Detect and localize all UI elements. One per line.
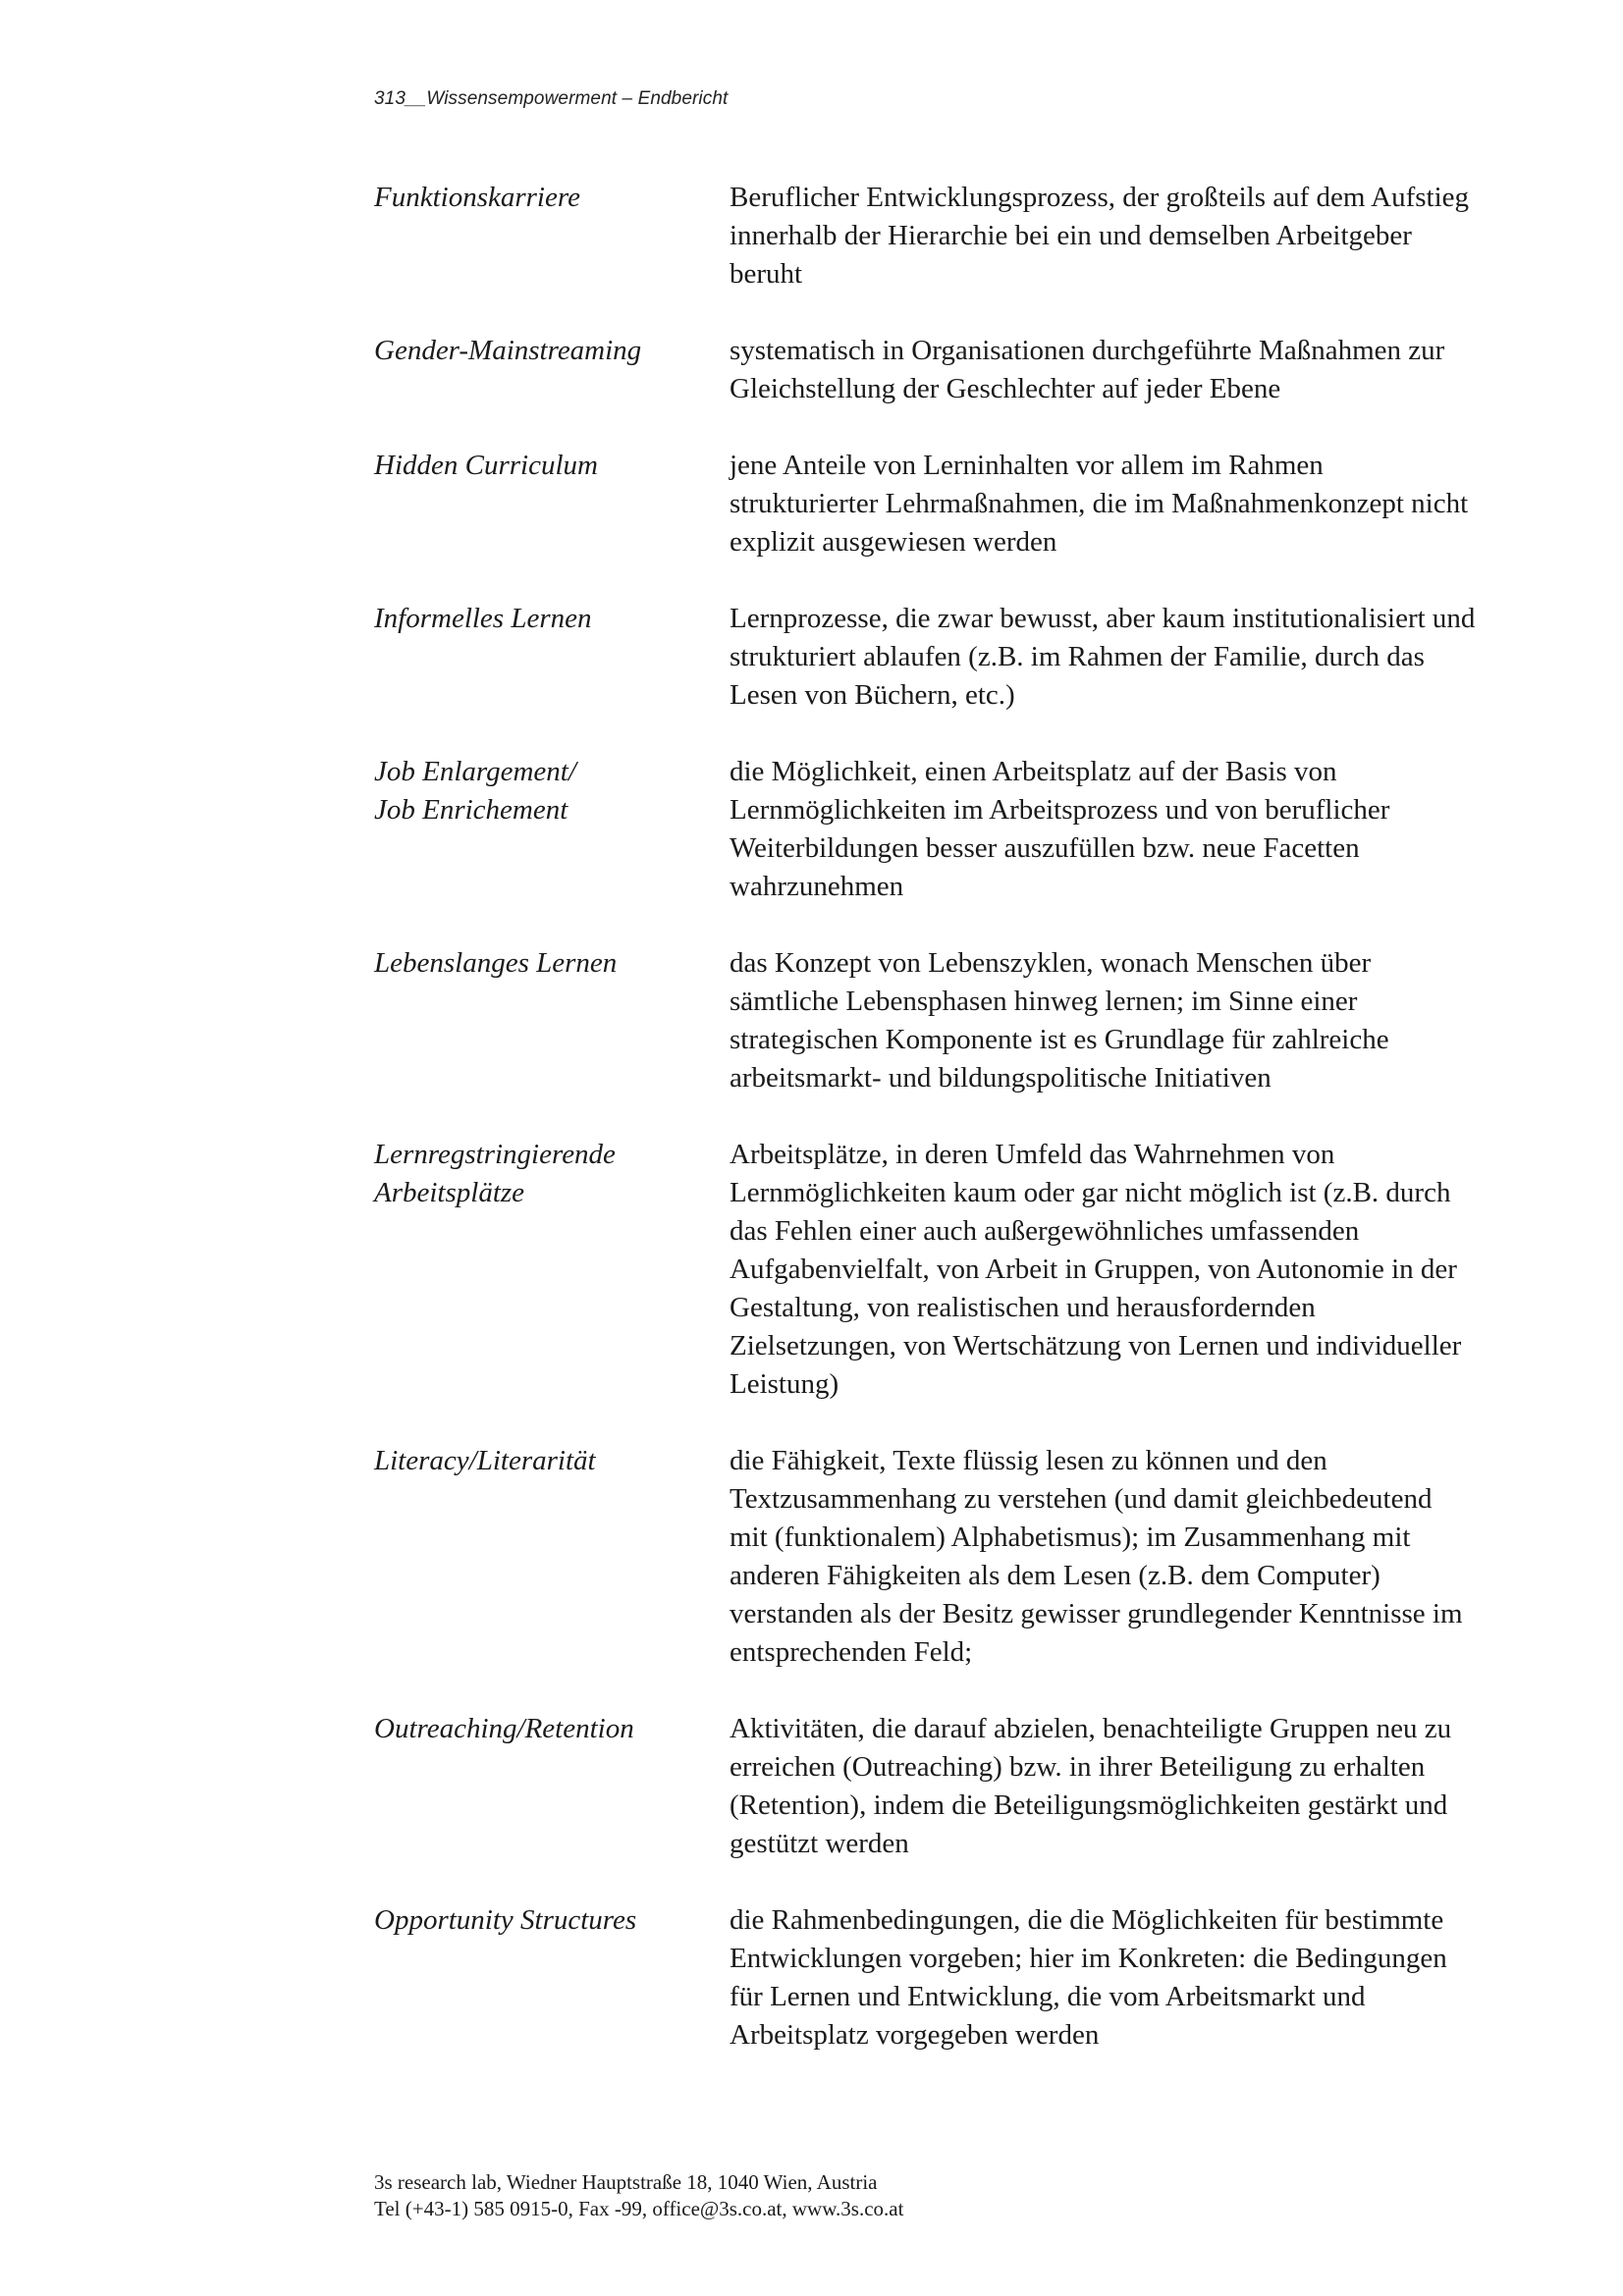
glossary-term: Lebenslanges Lernen <box>374 947 618 979</box>
glossary-entry <box>374 1442 1493 1672</box>
glossary-term: Informelles Lernen <box>374 603 592 634</box>
glossary-definition: jene Anteile von Lerninhalten vor allem im Rahmen strukturierter Lehrmaßnahmen, die im Maßnahmenkonzept nicht explizit ausgewiesen werden <box>730 450 1469 558</box>
glossary-term: Gender-Mainstreaming <box>374 335 642 366</box>
glossary-entry <box>374 332 1493 408</box>
glossary-definition: die Möglichkeit, einen Arbeitsplatz auf der Basis von Lernmöglichkeiten im Arbeitsprozess und von beruflicher Weiterbildungen besser auszufüllen bzw. neue Facetten wahrzunehmen <box>730 756 1390 902</box>
glossary-entry <box>374 1901 1493 2055</box>
glossary-definition: Arbeitsplätze, in deren Umfeld das Wahrnehmen von Lernmöglichkeiten kaum oder gar nicht möglich ist (z.B. durch das Fehlen einer auch außergewöhnliches umfassenden Aufgabenvielfalt, von Arbeit in Gruppen, von Autonomie in der Gestaltung, von realistischen und herausfordernden Zielsetzungen, von Wertschätzung von Lernen und individueller Leistung) <box>730 1139 1462 1400</box>
glossary-entry <box>374 1710 1493 1863</box>
glossary-term: Outreaching/Retention <box>374 1713 634 1744</box>
glossary-definition: systematisch in Organisationen durchgeführte Maßnahmen zur Gleichstellung der Geschlechter auf jeder Ebene <box>730 335 1445 404</box>
glossary-definition: die Rahmenbedingungen, die die Möglichkeiten für bestimmte Entwicklungen vorgeben; hier im Konkreten: die Bedingungen für Lernen und Entwicklung, die vom Arbeitsmarkt und Arbeitsplatz vorgegeben werden <box>730 1904 1447 2051</box>
glossary-entry <box>374 753 1493 906</box>
glossary-entry <box>374 179 1493 294</box>
glossary-term: Hidden Curriculum <box>374 450 598 481</box>
glossary-entry <box>374 600 1493 715</box>
glossary-entry <box>374 944 1493 1097</box>
footer-address: 3s research lab, Wiedner Hauptstraße 18, 1040 Wien, Austria <box>374 2170 878 2194</box>
page-header: 313__Wissensempowerment – Endbericht <box>374 88 729 109</box>
page-footer <box>374 2169 903 2222</box>
glossary-term: Literacy/Literarität <box>374 1445 596 1476</box>
glossary-term: Job Enlargement/ Job Enrichement <box>374 756 576 826</box>
glossary-term: Lernregstringierende Arbeitsplätze <box>374 1139 616 1208</box>
glossary-definition: Beruflicher Entwicklungsprozess, der großteils auf dem Aufstieg innerhalb der Hierarchie bei ein und demselben Arbeitgeber beruht <box>730 182 1469 290</box>
glossary-term: Funktionskarriere <box>374 182 580 213</box>
glossary-definition: Lernprozesse, die zwar bewusst, aber kaum institutionalisiert und strukturiert ablaufen (z.B. im Rahmen der Familie, durch das Lesen von Büchern, etc.) <box>730 603 1476 711</box>
glossary-entry <box>374 1136 1493 1404</box>
glossary-term: Opportunity Structures <box>374 1904 637 1936</box>
glossary-entry <box>374 447 1493 561</box>
footer-contact: Tel (+43-1) 585 0915-0, Fax -99, office@3s.co.at, www.3s.co.at <box>374 2197 904 2220</box>
glossary-list <box>374 179 1493 2055</box>
glossary-definition: Aktivitäten, die darauf abzielen, benachteiligte Gruppen neu zu erreichen (Outreaching) bzw. in ihrer Beteiligung zu erhalten (Retention), indem die Beteiligungsmöglichkeiten gestärkt und gestützt werden <box>730 1713 1452 1859</box>
glossary-definition: die Fähigkeit, Texte flüssig lesen zu können und den Textzusammenhang zu verstehen (und damit gleichbedeutend mit (funktionalem) Alphabetismus); im Zusammenhang mit anderen Fähigkeiten als dem Lesen (z.B. dem Computer) verstanden als der Besitz gewisser grundlegender Kenntnisse im entsprechenden Feld; <box>730 1445 1463 1668</box>
glossary-definition: das Konzept von Lebenszyklen, wonach Menschen über sämtliche Lebensphasen hinweg lernen; im Sinne einer strategischen Komponente ist es Grundlage für zahlreiche arbeitsmarkt- und bildungspolitische Initiativen <box>730 947 1389 1094</box>
